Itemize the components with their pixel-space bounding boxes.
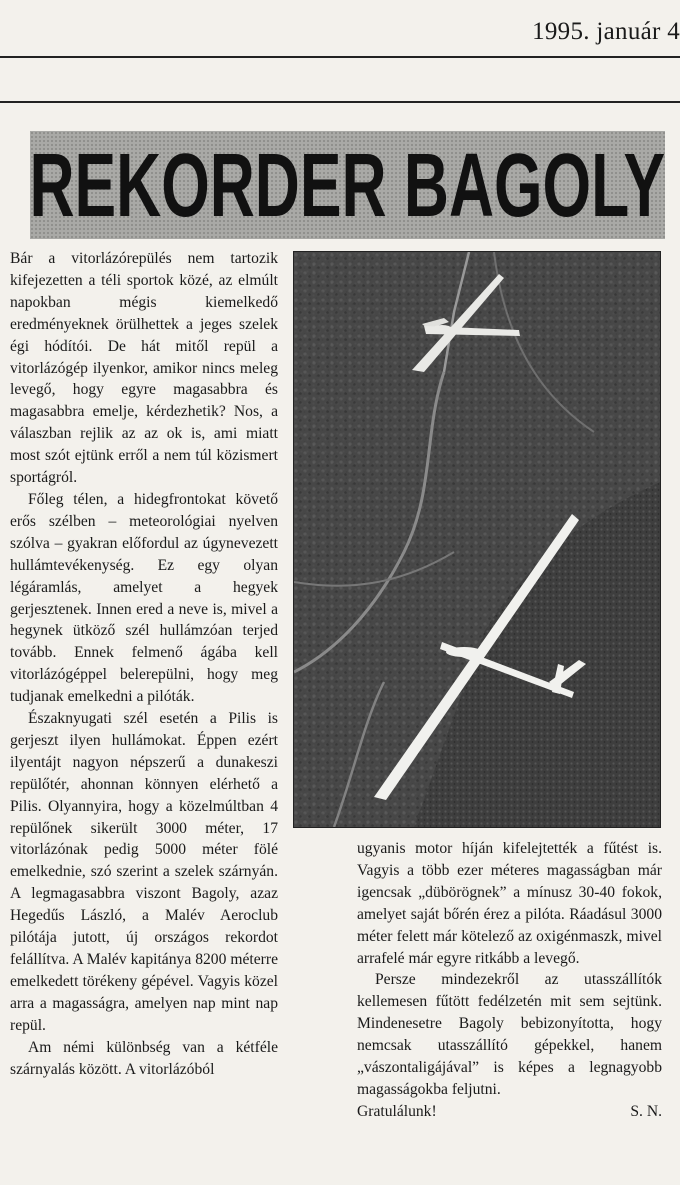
paragraph: Bár a vitorlázórepülés nem tartozik kifejezetten a téli sportok közé, az elmúlt napokban mégis kiemelkedő eredményeknek örülhettek a jeges szelek égi hódítói. De hát mitől repül a vitorlázógép ilyenkor, amikor nincs meleg levegő, hogy egyre magasabbra és magasabbra emelje, kérdezhetik? Nos, a válaszban rejlik az az ok is, ami miatt most szót ejtünk erről a nem túl közismert sportágról.	[10, 250, 278, 487]
headline-banner	[30, 131, 665, 239]
paragraph: Északnyugati szél esetén a Pilis is gerjeszt ilyen hullámokat. Éppen ezért ilyentájt nagyon népszerű a dunakeszi repülőtér, ahonnan könnyen elérhető a Pilis. Olyannyira, hogy a közelmúltban 4 repülőnek sikerült 3000 méter, 17 vitorlázónak pedig 5000 méter fölé emelkednie, szó szerint a szelek szárnyán. A legmagasabbra viszont Bagoly, azaz Hegedűs László, a Malév Aeroclub pilótája jutott, új országos rekordot felállítva. A Malév kapitánya 8200 méterre emelkedett törékeny gépével. Vagyis közel arra a magasságra, amelyen nap mint nap repül.	[10, 710, 278, 1034]
article-column-2	[357, 838, 662, 1123]
closing-text: Gratulálunk!	[357, 1102, 437, 1120]
headline: REKORDER BAGOLY	[30, 133, 665, 236]
header-rule	[0, 101, 680, 103]
paragraph: Am némi különbség van a kétféle szárnyalás között. A vitorlázóból	[10, 1038, 278, 1078]
top-rule	[0, 56, 680, 58]
signoff	[357, 1101, 662, 1123]
paragraph: Persze mindezekről az utasszállítók kellemesen fűtött fedélzetén mit sem sejtünk. Mindenesetre Bagoly bebizonyította, hogy nemcsak utasszállító gépekkel, hanem „vászontaligájával” is képes a legnagyobb magasságokba feljutni.	[357, 971, 662, 1098]
paragraph: Főleg télen, a hidegfrontokat követő erős szélben – meteorológiai nyelven szólva – gyakran előfordul az úgynevezett hullámtevékenység. Ez egy olyan légáramlás, amelyet a hegyek gerjesztenek. Innen ered a neve is, mivel a hegynek ütköző szél hullámzóan terjed tovább. Ennek felmenő ágába kell vitorlázógéppel belerepülni, hogy meg tudjanak emelkedni a pilóták.	[10, 490, 278, 706]
paragraph: ugyanis motor híján kifelejtették a fűtést is. Vagyis a több ezer méteres magasságban már igencsak „dübörögnek” a mínusz 30-40 fokok, amelyet saját bőrén érez a pilóta. Ráadásul 3000 méter felett már kötelező az oxigénmaszk, mivel arrafelé már egyre ritkább a levegő.	[357, 840, 662, 967]
gliders-aerial-photo-icon	[293, 251, 661, 828]
author-signature: S. N.	[630, 1102, 662, 1120]
dateline: 1995. január 4	[532, 18, 680, 45]
article-column-1	[10, 248, 278, 1080]
